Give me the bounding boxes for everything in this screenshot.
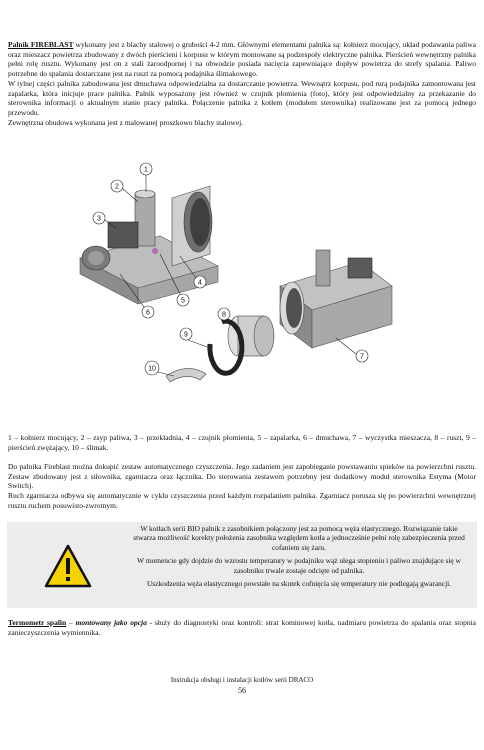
callout-7: 7 [360, 353, 364, 361]
cleaning-paragraph-1: Do palnika Fireblast można dokupić zestaw automatycznego czyszczenia. Jego zadaniem jest zapobieganie powstawaniu spieków na powierzchni rusztu. Zestaw zbudowany jest z siłownika, zgarniacza oraz łącznika. Do sterowania zestawem potrzebny jest dodatkowy moduł sterownika Estyma (Motor Switch). [8, 462, 476, 491]
warning-triangle-icon [44, 544, 92, 588]
warning-paragraph-3: Uszkodzenia węża elastycznego powstałe na skutek cofnięcia się temperatury nie podlegają gwarancji. [146, 579, 452, 589]
callout-3: 3 [97, 215, 101, 223]
intro-paragraph-1-text: wykonany jest z blachy stalowej o grubości 4-2 mm. Głównymi elementami palnika są: kołnierz mocujący, układ podawania paliwa oraz mieszacz powietrza zbudowany z dwóch pierścieni i korpusu w którym montowane są podzespoły elektryczne palnika. Pierścień wewnętrzny palnika pełni rolę rusztu. Wykonany jest on z stali żaroodpornej i na obwodzie posiada nacięcia zapewniające dopływ powietrza do strefy spalania. Paliwo potrzebne do spalania dostarczane jest na ruszt za pomocą podajnika ślimakowego. [8, 40, 476, 79]
intro-paragraph-3: Zewnętrzna obudowa wykonana jest z malowanej proszkowo blachy stalowej. [8, 117, 244, 127]
callout-8: 8 [222, 311, 226, 319]
figure-caption: 1 – kołnierz mocujący, 2 – zsyp paliwa, 3 – przekładnia, 4 – czujnik płomienia, 5 – zapalarka, 6 – dmuchawa, 7 – wyczystka mieszacza, 8 – ruszt, 9 – pierścień zwężający, 10 – ślimak. [8, 433, 476, 452]
callout-10: 10 [148, 365, 156, 373]
burner-name: Palnik FIREBLAST [8, 40, 74, 49]
flue-thermometer-section [8, 618, 476, 637]
intro-paragraph-1 [8, 40, 476, 79]
thermometer-title: Termometr spalin [8, 618, 67, 627]
intro-section [8, 40, 476, 127]
thermometer-dash: – [66, 618, 76, 627]
warning-paragraph-2: W momencie gdy dojdzie do wzrostu temperatury w podajniku wąż ulega stopieniu i paliwo znajdujące się w zasobniku trwale zostaje odcięte od palnika. [137, 556, 461, 575]
warning-text [129, 524, 469, 592]
intro-paragraph-2: W tylnej części palnika zabudowana jest dmuchawa odpowiedzialna za dostarczanie powietrza. Wewnątrz korpusu, pod rurą podajnika zamontowana jest zapalarka, która inicjuje prace palnika. Palnik wyposażony jest również w czujnik płomienia (foto), który jest odpowiedzialny za przekazanie do sterownika informacji o aktualnym stanie pracy palnika. Połączenie palnika z kotłem (modułem sterownika) realizowane jest za pomocą jednego przewodu. [8, 78, 476, 117]
callout-9: 9 [184, 331, 188, 339]
page-number: 56 [238, 686, 246, 695]
burner-diagram [60, 158, 400, 420]
callout-5: 5 [181, 297, 185, 305]
warning-paragraph-1: W kotłach serii BIO palnik z zasobnikiem połączony jest za pomocą węża elastycznego. Rozwiązanie takie stwarza możliwość korekty położenia zasobnika względem kotła a jednocześnie pełni rolę zabezpieczenia przed cofaniem się żaru. [133, 524, 465, 552]
cleaning-paragraph-2: Ruch zgarniacza odbywa się automatycznie w cyklu czyszczenia przed każdym rozpalaniem palnika. Zgarniacz porusza się po powierzchni wewnętrznej rusztu ruchem posuwisto-zwrotnym. [8, 491, 476, 510]
footer-title: Instrukcja obsługi i instalacji kotłów serii DRACO [170, 676, 314, 684]
thermometer-text: - służy do diagnostyki oraz kontroli: strat kominowej kotła, nadmiaru powietrza do spalania oraz stopnia zanieczyszczenia wymiennika. [8, 618, 476, 637]
callout-2: 2 [115, 183, 119, 191]
thermometer-subtitle: montowany jako opcja [75, 618, 147, 627]
cleaning-section [8, 462, 476, 511]
callout-6: 6 [146, 309, 150, 317]
callout-4: 4 [198, 279, 202, 287]
callout-1: 1 [144, 166, 148, 174]
warning-box [7, 522, 477, 608]
